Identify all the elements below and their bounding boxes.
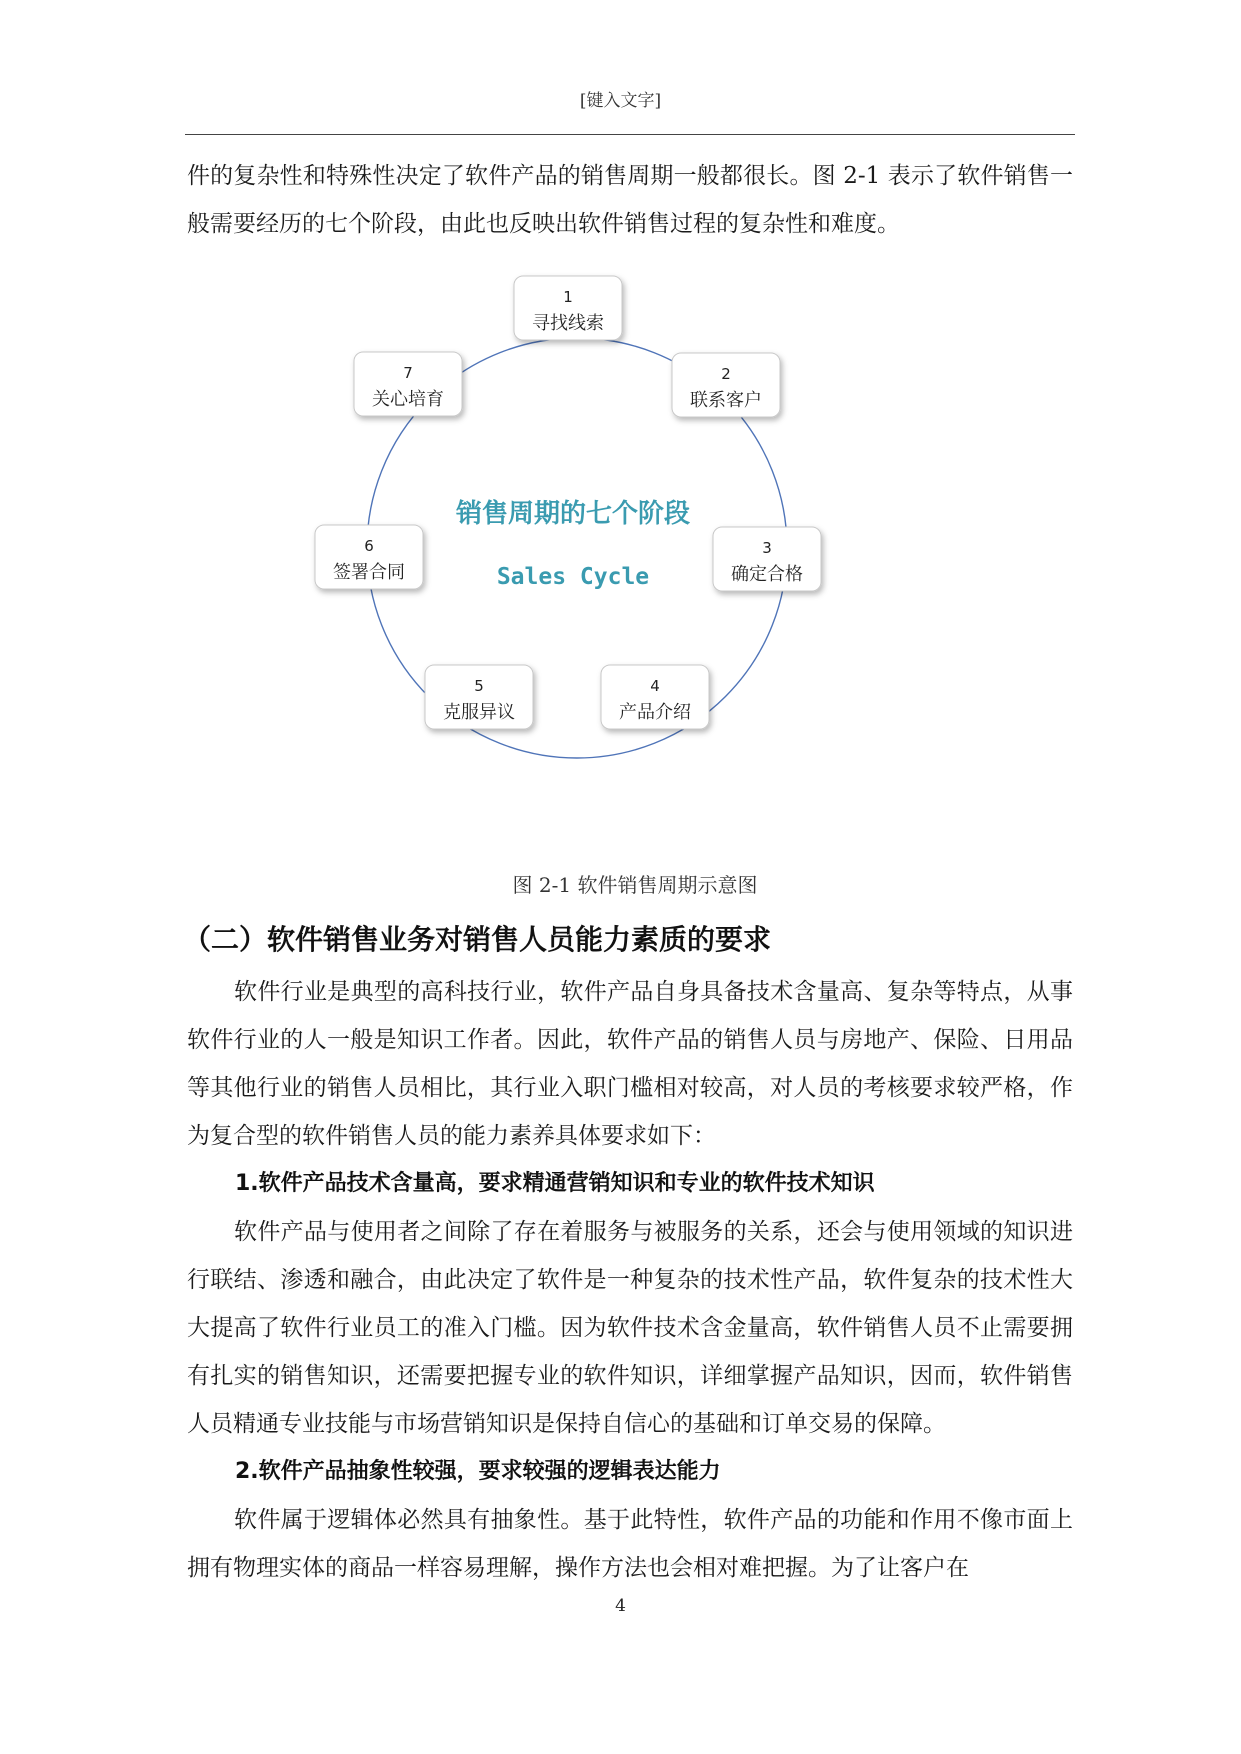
stage-number: 4 [650, 677, 660, 695]
sales-cycle-figure [187, 258, 1073, 858]
stage-label: 确定合格 [731, 564, 803, 585]
sales-cycle-diagram [187, 258, 1073, 858]
stage-box-7 [354, 352, 462, 416]
stage-label: 关心培育 [372, 389, 444, 410]
page-number: 4 [615, 1596, 626, 1616]
header-divider [185, 134, 1075, 135]
stage-box-4 [601, 665, 709, 729]
stage-label: 产品介绍 [619, 702, 691, 723]
stage-number: 7 [403, 364, 413, 382]
stage-number: 6 [364, 537, 374, 555]
stage-number: 5 [474, 677, 484, 695]
stage-box-6 [315, 525, 423, 589]
center-title: 销售周期的七个阶段 [455, 499, 691, 529]
stage-box-1 [514, 276, 622, 340]
stage-label: 寻找线索 [532, 313, 604, 334]
intro-paragraph: 件的复杂性和特殊性决定了软件产品的销售周期一般都很长。图 2-1 表示了软件销售一般需要经历的七个阶段，由此也反映出软件销售过程的复杂性和难度。 [187, 163, 1073, 237]
subsection-2-paragraph: 软件属于逻辑体必然具有抽象性。基于此特性，软件产品的功能和作用不像市面上拥有物理实体的商品一样容易理解，操作方法也会相对难把握。为了让客户在 [187, 1507, 1073, 1581]
center-subtitle: Sales Cycle [496, 564, 650, 590]
stage-label: 克服异议 [443, 702, 515, 723]
stage-number: 2 [721, 365, 731, 383]
stage-label: 联系客户 [690, 390, 762, 411]
stage-box-5 [425, 665, 533, 729]
subsection-1-title: 1.软件产品技术含量高，要求精通营销知识和专业的软件技术知识 [235, 1171, 875, 1196]
subsection-1-paragraph: 软件产品与使用者之间除了存在着服务与被服务的关系，还会与使用领域的知识进行联结、渗透和融合，由此决定了软件是一种复杂的技术性产品，软件复杂的技术性大大提高了软件行业员工的准入门槛。因为软件技术含金量高，软件销售人员不止需要拥有扎实的销售知识，还需要把握专业的软件知识，详细掌握产品知识，因而，软件销售人员精通专业技能与市场营销知识是保持自信心的基础和订单交易的保障。 [187, 1219, 1073, 1437]
stage-box-2 [672, 353, 780, 417]
subsection-2-title: 2.软件产品抽象性较强，要求较强的逻辑表达能力 [235, 1459, 721, 1484]
page-header: [键入文字] [579, 91, 662, 111]
stage-label: 签署合同 [333, 562, 405, 583]
figure-caption: 图 2-1 软件销售周期示意图 [512, 873, 758, 897]
section-title: （二）软件销售业务对销售人员能力素质的要求 [183, 923, 772, 956]
stage-number: 1 [563, 288, 573, 306]
stage-box-3 [713, 527, 821, 591]
section-paragraph: 软件行业是典型的高科技行业，软件产品自身具备技术含量高、复杂等特点，从事软件行业的人一般是知识工作者。因此，软件产品的销售人员与房地产、保险、日用品等其他行业的销售人员相比，其行业入职门槛相对较高，对人员的考核要求较严格，作为复合型的软件销售人员的能力素养具体要求如下： [187, 979, 1073, 1149]
page-content [183, 152, 1073, 1592]
stage-number: 3 [762, 539, 772, 557]
